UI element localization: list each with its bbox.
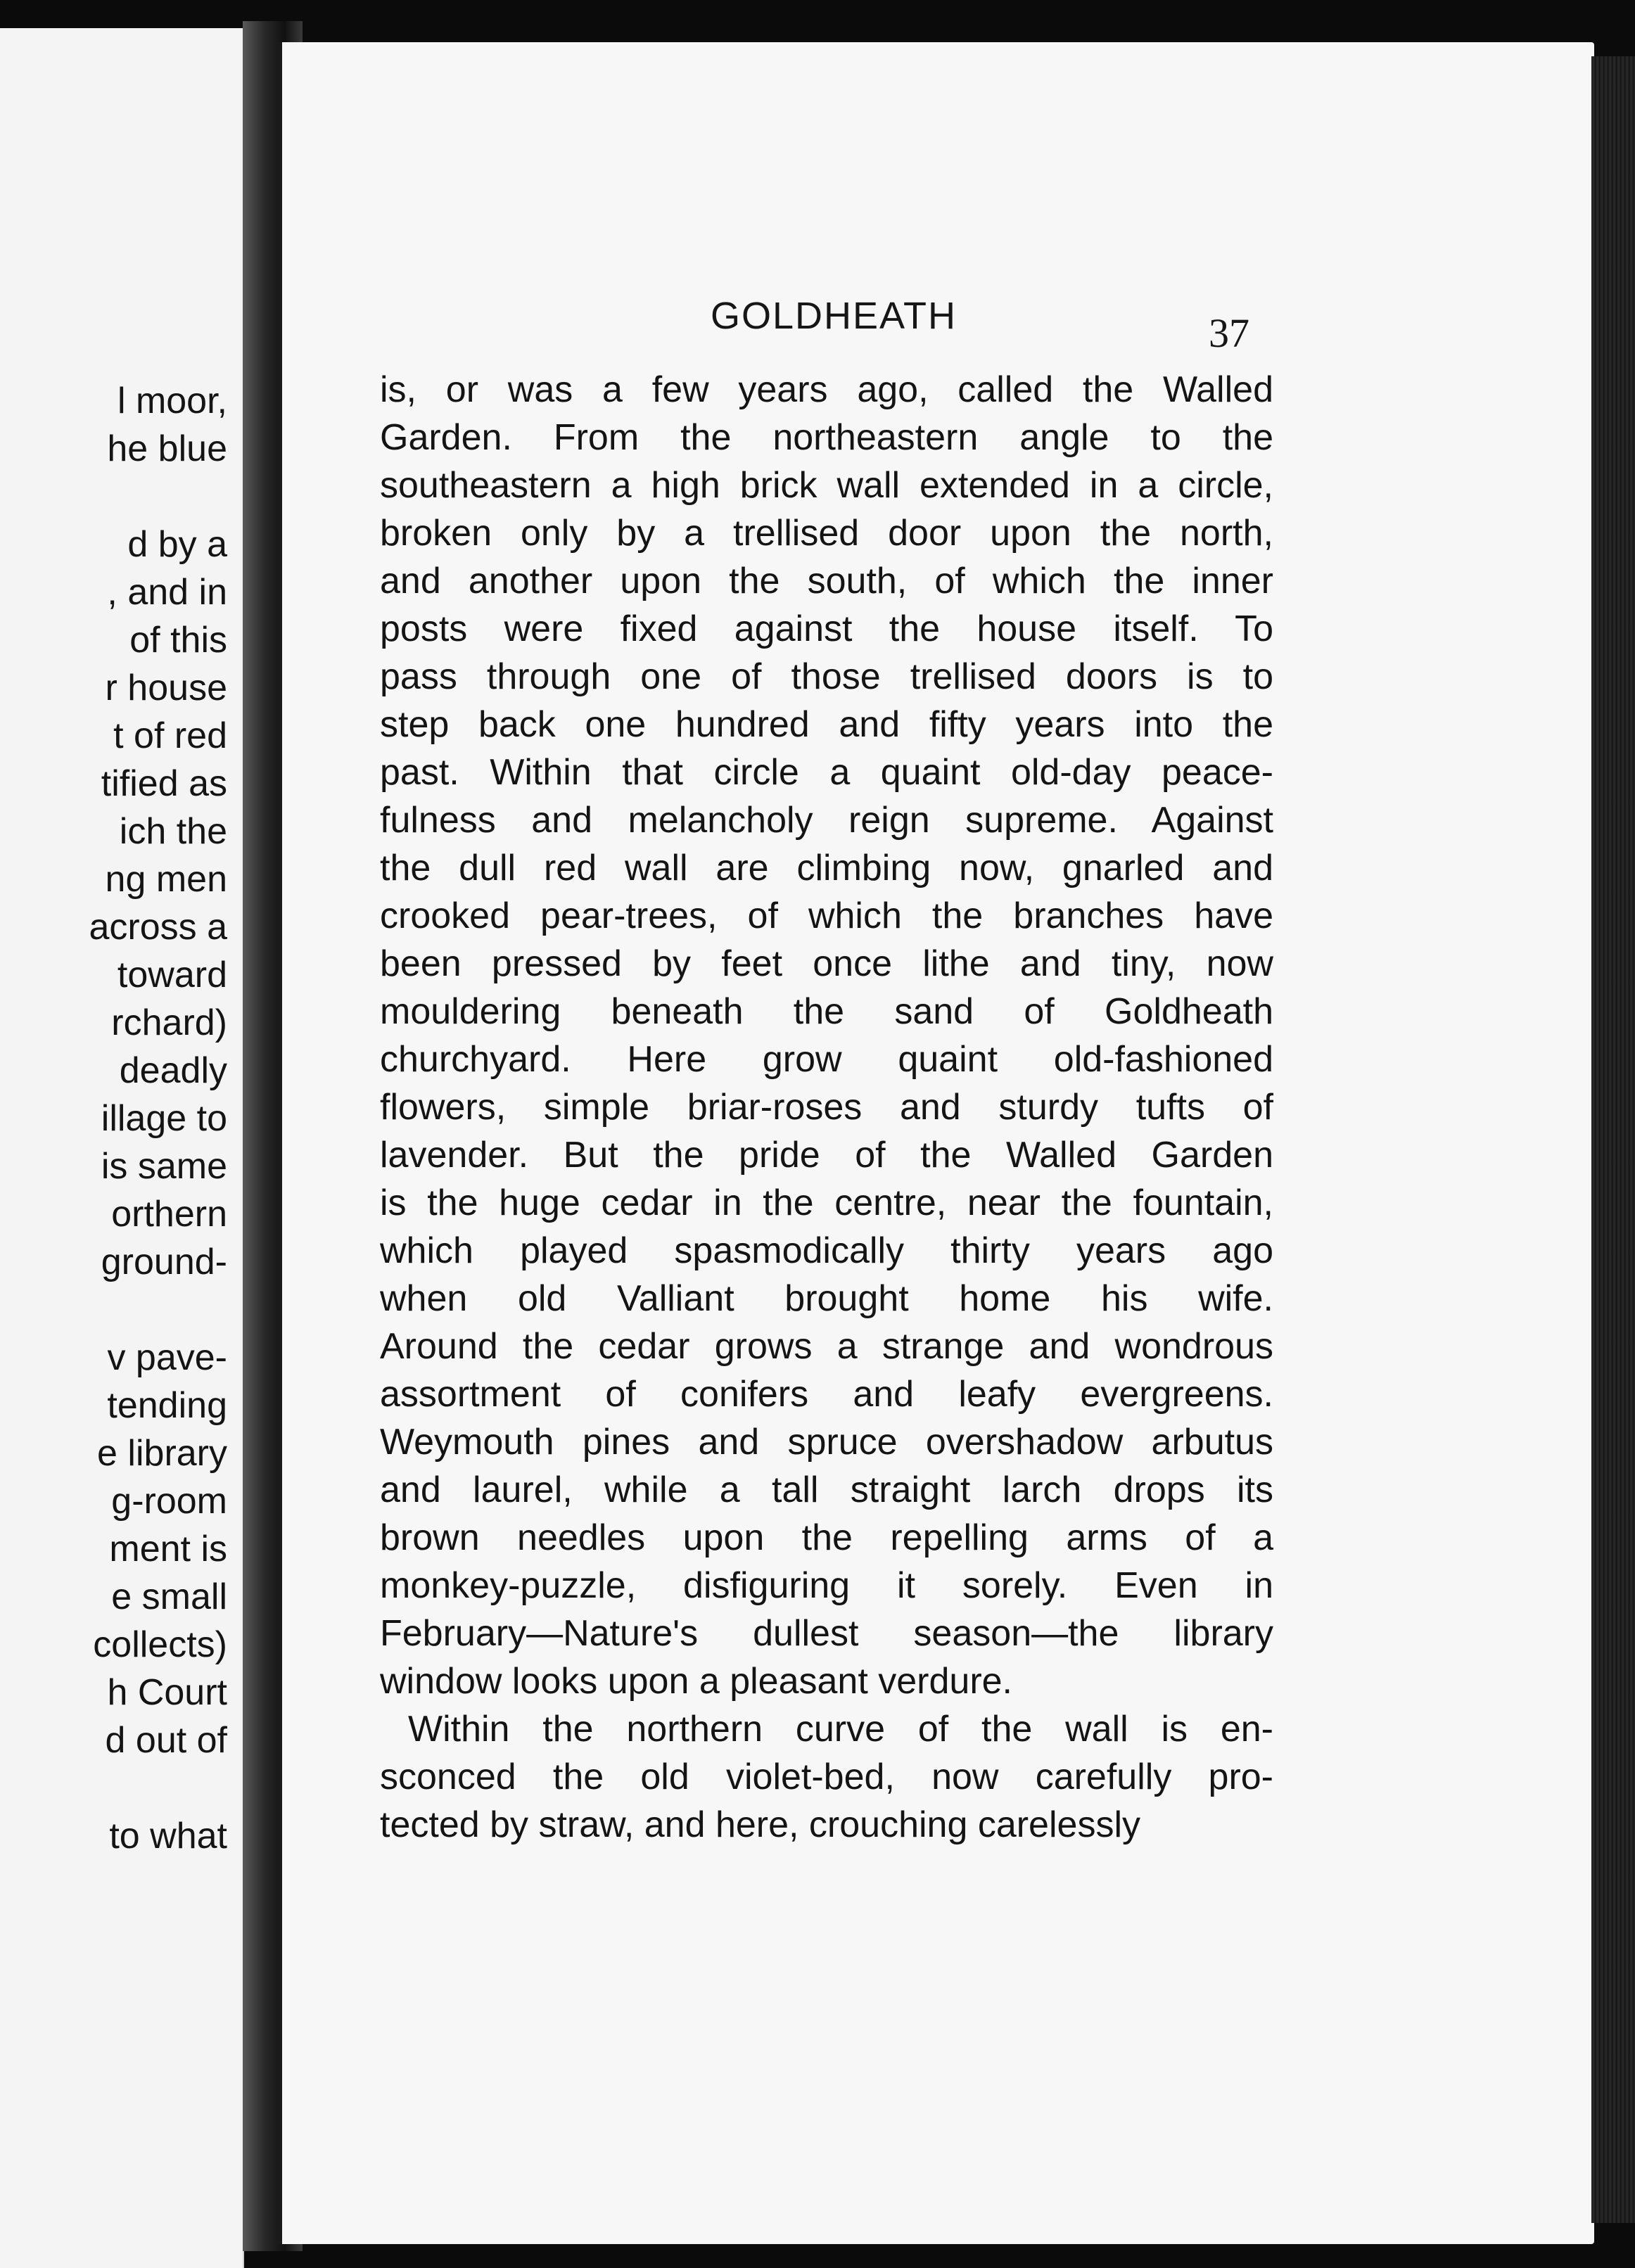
facing-page-line: d by a [127, 524, 227, 565]
facing-page-line: tending [107, 1385, 227, 1426]
facing-page [0, 28, 244, 2268]
facing-page-line: ich the [119, 811, 227, 852]
text-line: churchyard. Here grow quaint old-fashioned [380, 1039, 1273, 1080]
facing-page-line: tified as [101, 763, 227, 804]
facing-page-line: ng men [105, 859, 227, 900]
facing-page-line: toward [117, 955, 227, 995]
facing-page-line: is same [101, 1146, 227, 1187]
facing-page-line: to what [109, 1816, 227, 1856]
page-number: 37 [1209, 310, 1249, 356]
facing-page-line: d out of [105, 1720, 227, 1761]
facing-page-line: collects) [93, 1624, 227, 1665]
text-line: been pressed by feet once lithe and tiny, now [380, 943, 1273, 984]
text-line: flowers, simple briar-roses and sturdy tufts of [380, 1087, 1273, 1128]
facing-page-line: orthern [111, 1194, 227, 1235]
text-line: which played spasmodically thirty years ago [380, 1230, 1273, 1271]
text-line: brown needles upon the repelling arms of a [380, 1517, 1273, 1558]
text-line: sconced the old violet-bed, now carefully pro- [380, 1757, 1273, 1797]
facing-page-line: ment is [109, 1529, 227, 1569]
facing-page-line: l moor, [117, 381, 227, 421]
facing-page-line: t of red [113, 715, 227, 756]
facing-page-line: g-room [111, 1481, 227, 1522]
facing-page-line: , and in [107, 572, 227, 613]
text-line: Around the cedar grows a strange and wondrous [380, 1326, 1273, 1367]
facing-page-text [0, 28, 227, 2268]
text-line: fulness and melancholy reign supreme. Against [380, 800, 1273, 841]
facing-page-line: illage to [101, 1098, 227, 1139]
text-line: the dull red wall are climbing now, gnarled and [380, 848, 1273, 888]
facing-page-line: e library [97, 1433, 227, 1474]
text-line: and another upon the south, of which the inner [380, 561, 1273, 601]
facing-page-line: across a [89, 907, 227, 948]
facing-page-line: ground- [101, 1242, 227, 1282]
facing-page-line: deadly [119, 1050, 227, 1091]
text-line: crooked pear-trees, of which the branches have [380, 896, 1273, 936]
page-edges [1591, 56, 1635, 2223]
text-line: tected by straw, and here, crouching carelessly [380, 1804, 1141, 1845]
text-line: pass through one of those trellised doors is to [380, 656, 1273, 697]
text-line: lavender. But the pride of the Walled Garden [380, 1135, 1273, 1176]
text-line: and laurel, while a tall straight larch drops its [380, 1470, 1273, 1510]
text-line: window looks upon a pleasant verdure. [380, 1661, 1013, 1702]
facing-page-line: r house [105, 668, 227, 708]
facing-page-line: v pave- [107, 1337, 227, 1378]
facing-page-line: h Court [107, 1672, 227, 1713]
facing-page-line: rchard) [111, 1002, 227, 1043]
facing-page-line: of this [129, 620, 227, 661]
text-line: southeastern a high brick wall extended in a circle, [380, 465, 1273, 506]
text-line: is the huge cedar in the centre, near the fountain, [380, 1183, 1273, 1223]
text-line: February—Nature's dullest season—the library [380, 1613, 1273, 1654]
body-text [380, 366, 1273, 1849]
text-line: assortment of conifers and leafy evergreens. [380, 1374, 1273, 1415]
text-line: Weymouth pines and spruce overshadow arbutus [380, 1422, 1273, 1463]
text-line: mouldering beneath the sand of Goldheath [380, 991, 1273, 1032]
facing-page-line: he blue [107, 428, 227, 469]
text-line: monkey-puzzle, disfiguring it sorely. Even in [380, 1565, 1273, 1606]
text-line: posts were fixed against the house itself. To [380, 609, 1273, 649]
text-line: step back one hundred and fifty years into the [380, 704, 1273, 745]
text-line: broken only by a trellised door upon the north, [380, 513, 1273, 554]
text-line: is, or was a few years ago, called the Walled [380, 369, 1273, 410]
text-line: Garden. From the northeastern angle to the [380, 417, 1273, 458]
running-head: GOLDHEATH [711, 295, 958, 337]
facing-page-line: e small [111, 1576, 227, 1617]
text-line: when old Valliant brought home his wife. [380, 1278, 1273, 1319]
text-line: past. Within that circle a quaint old-day peace- [380, 752, 1273, 793]
text-line: Within the northern curve of the wall is en- [408, 1709, 1273, 1750]
